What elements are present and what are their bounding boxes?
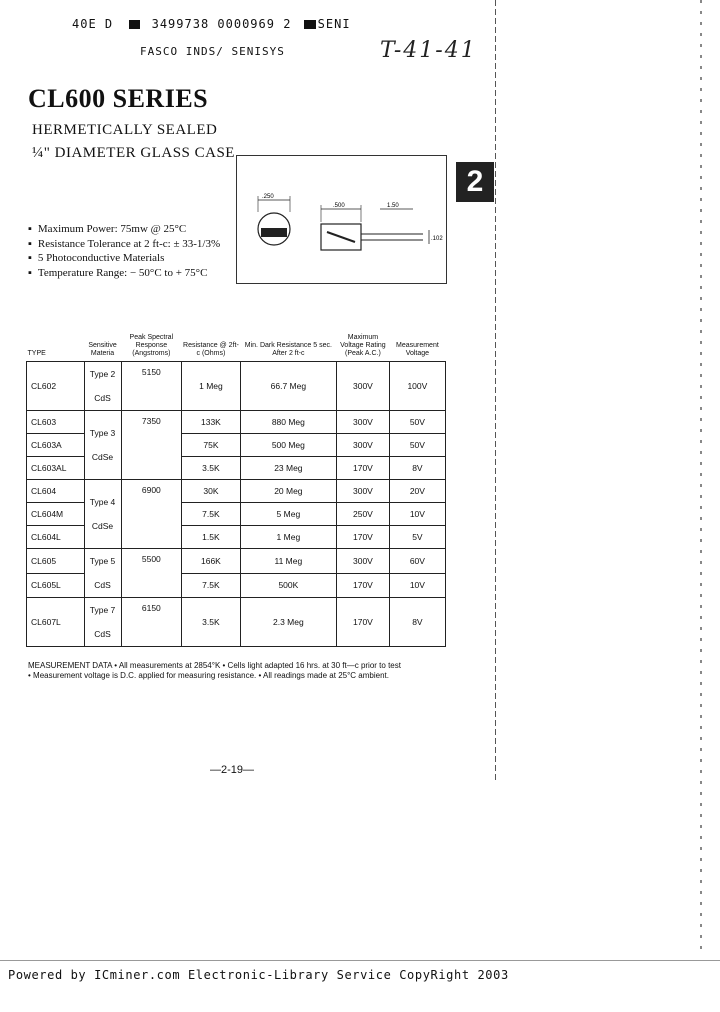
black-box-mark [304,20,316,29]
resistance-cell: 7.5K [182,503,240,526]
resistance-cell: 133K [182,411,240,434]
resistance-cell: 30K [182,480,240,503]
material-name: CdSe [91,452,114,462]
series-title: CL600 SERIES [28,84,209,113]
spec-table-body [27,362,446,647]
max-voltage-cell: 300V [337,549,390,574]
resistance-cell: 7.5K [182,573,240,598]
header-material: Sensitive Materia [88,342,117,357]
material-type: Type 7 [89,605,116,615]
dark-resistance-cell: 880 Meg [240,411,336,434]
material-type: Type 2 [89,369,116,379]
header-resistance: Resistance @ 2ft-c (Ohms) [183,342,239,357]
max-voltage-cell: 300V [337,480,390,503]
code-numbers: 3499738 0000969 2 [151,17,292,31]
measurement-voltage-cell: 10V [389,573,445,598]
type-cell: CL603A [27,434,85,457]
section-badge: 2 [456,162,494,202]
measurement-voltage-cell: 60V [389,549,445,574]
company-name: FASCO INDS/ SENISYS [140,45,285,58]
type-cell: CL602 [27,362,85,411]
margin-line [495,0,496,780]
peak-cell: 5150 [121,362,182,411]
table-row [27,480,446,503]
resistance-cell: 166K [182,549,240,574]
header-max-voltage: Maximum Voltage Rating (Peak A.C.) [340,334,386,357]
max-voltage-cell: 170V [337,526,390,549]
material-type: Type 5 [89,556,116,566]
type-cell: CL607L [27,598,85,647]
max-voltage-cell: 170V [337,598,390,647]
dimension-drawing [236,155,447,284]
type-cell: CL604L [27,526,85,549]
table-row [27,411,446,434]
max-voltage-cell: 170V [337,573,390,598]
material-cell [84,549,121,598]
dark-resistance-cell: 11 Meg [240,549,336,574]
footnote-measurement-data: MEASUREMENT DATA • All measurements at 2854°K • Cells light adapted 16 hrs. at 30 ft—c prior to test [28,661,401,670]
material-type: Type 3 [89,428,116,438]
dark-resistance-cell: 2.3 Meg [240,598,336,647]
dark-resistance-cell: 1 Meg [240,526,336,549]
dark-resistance-cell: 5 Meg [240,503,336,526]
material-cell [84,480,121,549]
max-voltage-cell: 300V [337,434,390,457]
feature-item: ▪ Resistance Tolerance at 2 ft-c: ± 33-1/3% [28,237,220,252]
subtitle-hermetically-sealed: HERMETICALLY SEALED [32,122,218,138]
material-name: CdSe [91,521,114,531]
scan-edge-marks [700,0,702,950]
feature-item: ▪ Maximum Power: 75mw @ 25°C [28,222,220,237]
resistance-cell: 1 Meg [182,362,240,411]
spec-table [26,334,446,647]
page-number: —2-19— [210,764,255,776]
peak-cell: 5500 [121,549,182,598]
material-cell [84,598,121,647]
dark-resistance-cell: 66.7 Meg [240,362,336,411]
type-cell: CL603AL [27,457,85,480]
subtitle-glass-case: ¼" DIAMETER GLASS CASE [32,145,235,161]
resistance-cell: 75K [182,434,240,457]
max-voltage-cell: 300V [337,362,390,411]
measurement-voltage-cell: 8V [389,457,445,480]
type-cell: CL605 [27,549,85,574]
table-row [27,598,446,647]
table-row [27,549,446,574]
cell-outline-drawing [237,156,446,283]
feature-item: ▪ 5 Photoconductive Materials [28,251,220,266]
resistance-cell: 1.5K [182,526,240,549]
measurement-voltage-cell: 8V [389,598,445,647]
dark-resistance-cell: 500K [240,573,336,598]
type-cell: CL604 [27,480,85,503]
feature-list [28,222,220,280]
material-cell [84,362,121,411]
header-dark-resistance: Min. Dark Resistance 5 sec. After 2 ft-c [244,342,332,357]
feature-item: ▪ Temperature Range: − 50°C to + 75°C [28,266,220,281]
header-type: TYPE [27,350,46,357]
length-label: .500 [333,203,345,209]
max-voltage-cell: 250V [337,503,390,526]
measurement-voltage-cell: 100V [389,362,445,411]
copyright-footer: Powered by ICminer.com Electronic-Library Service CopyRight 2003 [8,968,509,982]
dia-label: .250 [262,194,274,200]
header-peak: Peak Spectral Response (Angstroms) [129,334,174,357]
end-view-element [261,228,287,237]
spec-table-header [27,334,446,362]
table-row [27,362,446,411]
handwritten-reference: T-41-41 [380,38,477,63]
measurement-voltage-cell: 50V [389,411,445,434]
type-cell: CL605L [27,573,85,598]
divider [0,960,720,961]
max-voltage-cell: 170V [337,457,390,480]
side-view-element [327,232,355,242]
footnote-measurement-voltage: • Measurement voltage is D.C. applied for measuring resistance. • All readings made at 25°C ambient. [28,671,389,680]
resistance-cell: 3.5K [182,457,240,480]
material-name: CdS [94,629,111,639]
measurement-voltage-cell: 50V [389,434,445,457]
type-cell: CL603 [27,411,85,434]
peak-cell: 6150 [121,598,182,647]
document-code-line [72,17,351,31]
measurement-voltage-cell: 5V [389,526,445,549]
material-type: Type 4 [89,497,116,507]
lead-label: 1.50 [387,203,399,209]
resistance-cell: 3.5K [182,598,240,647]
material-cell [84,411,121,480]
height-label: .102 [431,236,443,242]
max-voltage-cell: 300V [337,411,390,434]
dark-resistance-cell: 23 Meg [240,457,336,480]
peak-cell: 6900 [121,480,182,549]
code-prefix: 40E D [72,17,114,31]
measurement-voltage-cell: 20V [389,480,445,503]
material-name: CdS [94,393,111,403]
type-cell: CL604M [27,503,85,526]
dark-resistance-cell: 20 Meg [240,480,336,503]
material-name: CdS [94,580,111,590]
measurement-voltage-cell: 10V [389,503,445,526]
peak-cell: 7350 [121,411,182,480]
header-measurement-voltage: Measurement Voltage [395,342,439,357]
black-box-mark [129,20,140,29]
code-suffix: SENI [317,17,351,31]
dark-resistance-cell: 500 Meg [240,434,336,457]
